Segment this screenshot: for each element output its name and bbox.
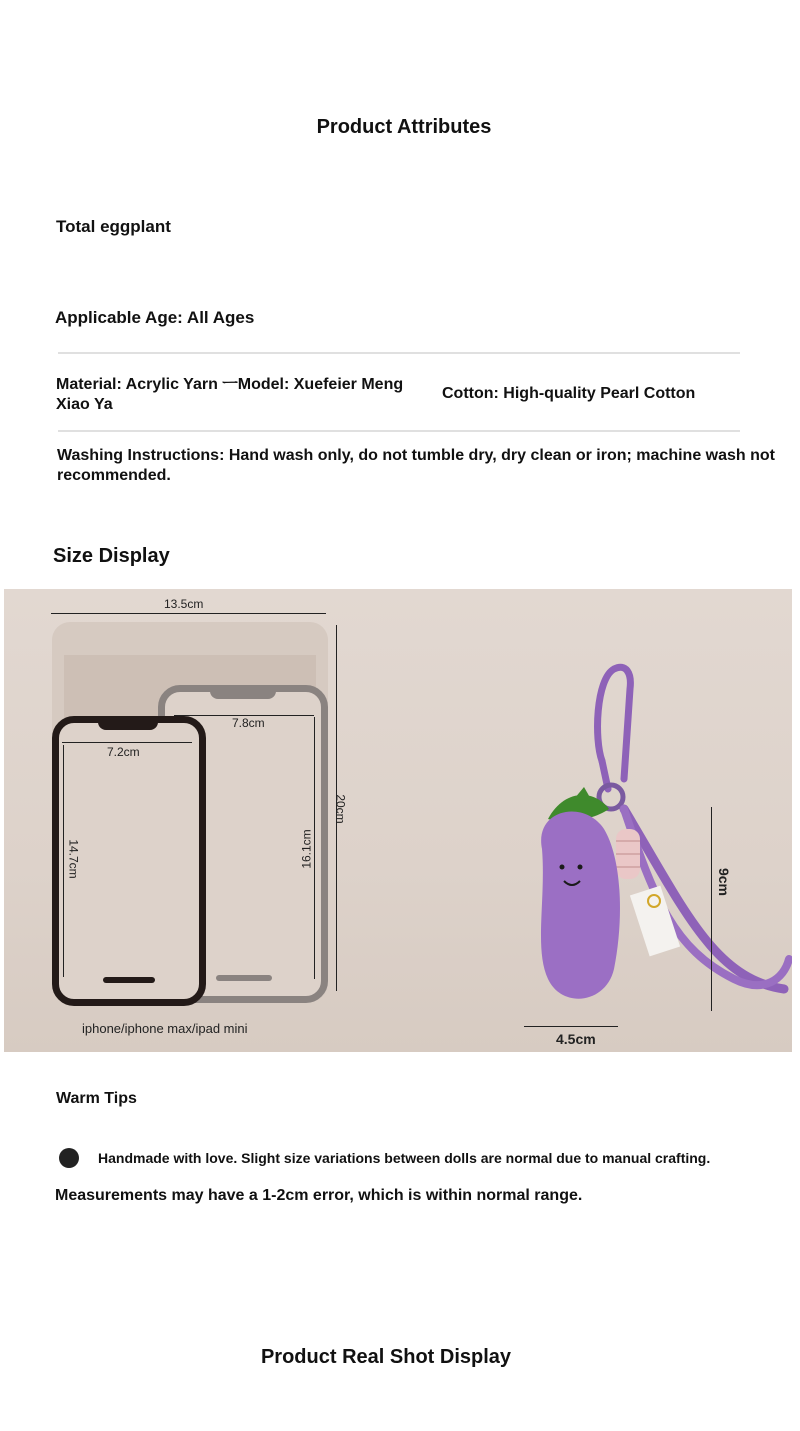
size-display-image: [4, 589, 792, 1052]
ipad-height-label: 20cm: [333, 794, 348, 824]
real-shot-title: Product Real Shot Display: [260, 1346, 512, 1368]
washing-line-2: recommended.: [57, 467, 171, 484]
tip-line-1: Handmade with love. Slight size variations between dolls are normal due to manual crafting.: [98, 1150, 711, 1166]
tip-line-2: Measurements may have a 1-2cm error, which is within normal range.: [55, 1187, 583, 1204]
toy-width-label: 4.5cm: [556, 1031, 596, 1047]
toy-width-line: [524, 1026, 618, 1027]
iphone-notch: [98, 716, 158, 730]
size-display-title: Size Display: [53, 545, 170, 567]
product-name: Total eggplant: [56, 217, 171, 236]
iphone-home-bar: [103, 977, 155, 983]
phone-height-label: 14.7cm: [66, 839, 81, 879]
max-width-label: 7.8cm: [232, 716, 265, 730]
cotton-attribute: Cotton: High-quality Pearl Cotton: [442, 385, 696, 402]
iphone-max-notch: [210, 685, 276, 699]
ipad-width-label: 13.5cm: [164, 597, 204, 611]
product-attributes-title: Product Attributes: [316, 116, 492, 138]
phone-width-label: 7.2cm: [107, 745, 140, 759]
divider: [58, 352, 740, 354]
max-height-label: 16.1cm: [299, 829, 314, 869]
warm-tips-title: Warm Tips: [56, 1090, 137, 1107]
material-line-1: Material: Acrylic Yarn ㅡModel: Xuefeier Meng: [56, 376, 404, 393]
toy-height-label: 9cm: [716, 867, 733, 897]
material-model: [56, 375, 403, 415]
ipad-width-line: [51, 613, 326, 614]
max-height-line: [314, 717, 315, 979]
devices-caption: iphone/iphone max/ipad mini: [82, 1021, 248, 1036]
toy-height-line: [711, 807, 712, 1011]
material-line-2: Xiao Ya: [56, 396, 113, 413]
iphone-max-home-bar: [216, 975, 272, 981]
divider: [58, 430, 740, 432]
washing-line-1: Washing Instructions: Hand wash only, do not tumble dry, dry clean or iron; machine wash not: [57, 447, 775, 464]
phone-width-line: [62, 742, 192, 743]
applicable-age: Applicable Age: All Ages: [55, 308, 255, 327]
eggplant-keychain-illustration: [484, 649, 792, 1049]
bullet-icon: [59, 1148, 79, 1168]
phone-height-line: [63, 745, 64, 977]
washing-instructions: [57, 446, 797, 486]
